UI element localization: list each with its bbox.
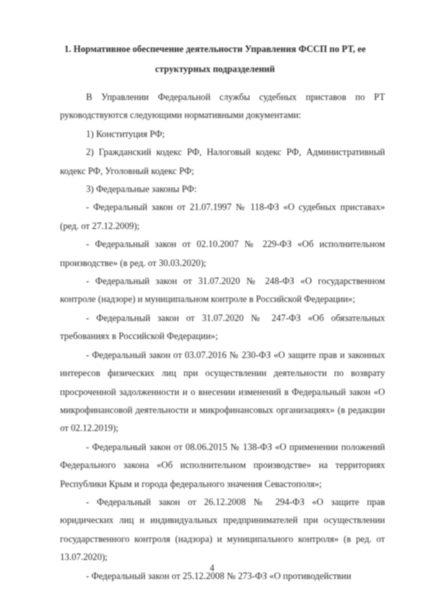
paragraph: - Федеральный закон от 31.07.2020 № 248-ФЗ «О государственном контроле (надзоре) и муниципальном контроле в Российской Федерации»; <box>60 277 385 306</box>
paragraph: 1) Конституция РФ; <box>86 129 165 140</box>
paragraph: - Федеральный закон от 03.07.2016 № 230-ФЗ «О защите прав и законных интересов физических лиц при осуществлении деятельности по возврату просроченной задолженности и о внесении изменений в Федеральный закон «О микрофинансовой деятельности и микрофинансовых организациях» (в редакции от 02.12.2019); <box>60 350 385 435</box>
paragraph: - Федеральный закон от 25.12.2008 № 273-ФЗ «О противодействии <box>86 571 352 582</box>
paragraph: - Федеральный закон от 26.12.2008 № 294-ФЗ «О защите прав юридических лиц и индивидуальных предпринимателей при осуществлении государственного контроля (надзора) и муниципального контроля» (в ред. от 13.07.2020); <box>60 497 385 564</box>
paragraph: В Управлении Федеральной службы судебных приставов по РТ руководствуются следующими нормативными документами: <box>60 93 385 122</box>
page-number: 4 <box>209 563 215 573</box>
document-body <box>60 89 385 586</box>
paragraph: - Федеральный закон от 21.07.1997 № 118-ФЗ «О судебных приставах» (ред. от 27.12.2009); <box>60 203 385 232</box>
paragraph: - Федеральный закон от 31.07.2020 № 247-ФЗ «Об обязательных требованиях в Российской Федерации»; <box>60 313 385 343</box>
paragraph: - Федеральный закон от 08.06.2015 № 138-ФЗ «О применении положений Федерального закона «Об исполнительном производстве» на территориях Республики Крым и города федерального значения Севастополя»; <box>60 442 385 490</box>
paragraph: - Федеральный закон от 02.10.2007 № 229-ФЗ «Об исполнительном производстве» (в ред. от 30.03.2020); <box>60 240 385 269</box>
paragraph: 2) Гражданский кодекс РФ, Налоговый кодекс РФ, Административный кодекс РФ, Уголовный кодекс РФ; <box>60 148 385 177</box>
paragraph: 3) Федеральные законы РФ: <box>86 185 197 196</box>
section-heading: 1. Нормативное обеспечение деятельности Управления ФССП по РТ, ее структурных подразделений <box>64 45 366 75</box>
